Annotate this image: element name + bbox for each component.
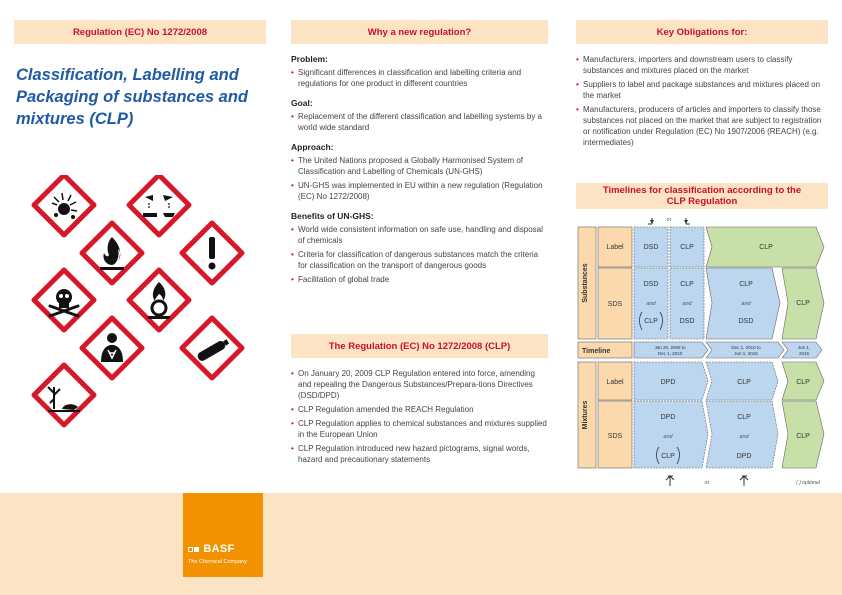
- exclamation-mark-icon: [182, 223, 242, 283]
- list-item: • On January 20, 2009 CLP Regulation entered into force, amending and repealing the Dangerous Substances/Prepara-tions Directives (DSD/DPD): [291, 368, 548, 401]
- basf-logo: [188, 543, 235, 555]
- and-label: and: [739, 434, 749, 440]
- dpd-label: DPD: [660, 414, 676, 421]
- regulation-band: Regulation (EC) No 1272/2008: [14, 20, 266, 44]
- clp-label: CLP: [737, 379, 751, 386]
- clp-label: CLP: [796, 433, 810, 440]
- clp-label: CLP: [759, 244, 773, 251]
- list-item: • Suppliers to label and package substances and mixtures placed on the market: [576, 79, 828, 101]
- gas-cylinder-icon: [182, 318, 242, 378]
- list-item: • CLP Regulation applies to chemical substances and mixtures supplied in the European Union: [291, 418, 548, 440]
- clp-label: CLP: [680, 244, 694, 251]
- basf-logo-box: [183, 493, 263, 577]
- list-item: • Significant differences in classification and labelling criteria and regulations for one product in different countries: [291, 67, 548, 89]
- substances-label: Substances: [582, 263, 589, 303]
- clp-optional-label: CLP: [644, 318, 658, 325]
- skull-crossbones-icon: [34, 270, 94, 330]
- optional-note: ( ) optional: [796, 480, 820, 486]
- period-1: Jan 20, 2009 to: [654, 345, 686, 350]
- clp-section: [291, 368, 548, 468]
- clp-label: CLP: [796, 300, 810, 307]
- clp-label: CLP: [739, 281, 753, 288]
- dsd-label: DSD: [679, 318, 695, 325]
- obligations-section: [576, 54, 828, 151]
- dsd-label: DSD: [738, 318, 754, 325]
- mixtures-label: Mixtures: [582, 400, 589, 430]
- flame-icon: [82, 223, 142, 283]
- and-label: and: [741, 301, 751, 307]
- clp-label: CLP: [737, 414, 751, 421]
- clp-band: The Regulation (EC) No 1272/2008 (CLP): [291, 334, 548, 358]
- logo-text: BASF: [203, 543, 235, 555]
- obligations-band: Key Obligations for:: [576, 20, 828, 44]
- problem-heading: Problem:: [291, 54, 328, 64]
- goal-heading: Goal:: [291, 98, 313, 108]
- logo-square-icon: [188, 547, 193, 552]
- environment-icon: [34, 365, 94, 425]
- list-item: • Criteria for classification of dangerous substances match the criteria for classification on the transport of dangerous goods: [291, 249, 548, 271]
- timeline-label: Timeline: [582, 348, 611, 355]
- clp-label: CLP: [680, 281, 694, 288]
- title-line: Packaging of substances and: [16, 88, 248, 106]
- dsd-label: DSD: [643, 281, 659, 288]
- and-label: and: [663, 434, 673, 440]
- list-item: • CLP Regulation amended the REACH Regulation: [291, 404, 548, 415]
- list-item: • Replacement of the different classification and labelling systems by a world wide standard: [291, 111, 548, 133]
- dsd-label: DSD: [643, 244, 659, 251]
- label-row-label: Label: [606, 244, 624, 251]
- period-3-end: 2015: [798, 351, 810, 356]
- sds-row-label: SDS: [607, 433, 623, 440]
- title-line: mixtures (CLP): [16, 110, 134, 128]
- clp-optional-label: CLP: [661, 453, 675, 460]
- and-label: and: [646, 301, 656, 307]
- logo-square-icon: [194, 547, 199, 552]
- label-row-label: Label: [606, 379, 624, 386]
- period-1-end: Dec 1, 2010: [657, 351, 683, 356]
- period-3: Jun 1,: [797, 345, 811, 350]
- exploding-bomb-icon: [34, 175, 94, 235]
- why-band: Why a new regulation?: [291, 20, 548, 44]
- or-label: or: [666, 217, 672, 223]
- flame-over-circle-icon: [129, 270, 189, 330]
- timelines-band: Timelines for classification according to the CLP Regulation: [576, 183, 828, 209]
- health-hazard-icon: [82, 318, 142, 378]
- footer-band: [0, 493, 842, 595]
- title-line: Classification, Labelling and: [16, 66, 239, 84]
- page-title: [16, 64, 266, 130]
- period-2: Dec 1, 2010 to: [731, 345, 761, 350]
- list-item: • Manufacturers, producers of articles and importers to classify those substances not placed on the market that are subject to registration or notification under Regulation (EC) No 1907/2006 (REACH) (e.g. intermediates): [576, 104, 828, 148]
- and-label: and: [682, 301, 692, 307]
- period-2-end: Jun 1, 2015: [734, 351, 758, 356]
- timeline-diagram: [576, 210, 828, 490]
- list-item: • Manufacturers, importers and downstream users to classify substances and mixtures placed on the market: [576, 54, 828, 76]
- corrosion-icon: [129, 175, 189, 235]
- sds-row-label: SDS: [607, 301, 623, 308]
- benefits-heading: Benefits of UN-GHS:: [291, 211, 374, 221]
- hazard-pictograms: [16, 175, 276, 435]
- list-item: • UN-GHS was implemented in EU within a new regulation (Regulation (EC) No 1272/2008): [291, 180, 548, 202]
- list-item: • Facilitation of global trade: [291, 274, 548, 285]
- dpd-label: DPD: [660, 379, 676, 386]
- why-section: [291, 54, 548, 288]
- clp-label: CLP: [796, 379, 810, 386]
- or-label: or: [704, 480, 710, 486]
- approach-heading: Approach:: [291, 142, 334, 152]
- dpd-label: DPD: [736, 453, 752, 460]
- list-item: • The United Nations proposed a Globally Harmonised System of Classification and Labelling of Chemicals (UN-GHS): [291, 155, 548, 177]
- list-item: • World wide consistent information on safe use, handling and disposal of chemicals: [291, 224, 548, 246]
- basf-tagline: The Chemical Company: [188, 559, 247, 565]
- list-item: • CLP Regulation introduced new hazard pictograms, signal words, hazard and precautionary statements: [291, 443, 548, 465]
